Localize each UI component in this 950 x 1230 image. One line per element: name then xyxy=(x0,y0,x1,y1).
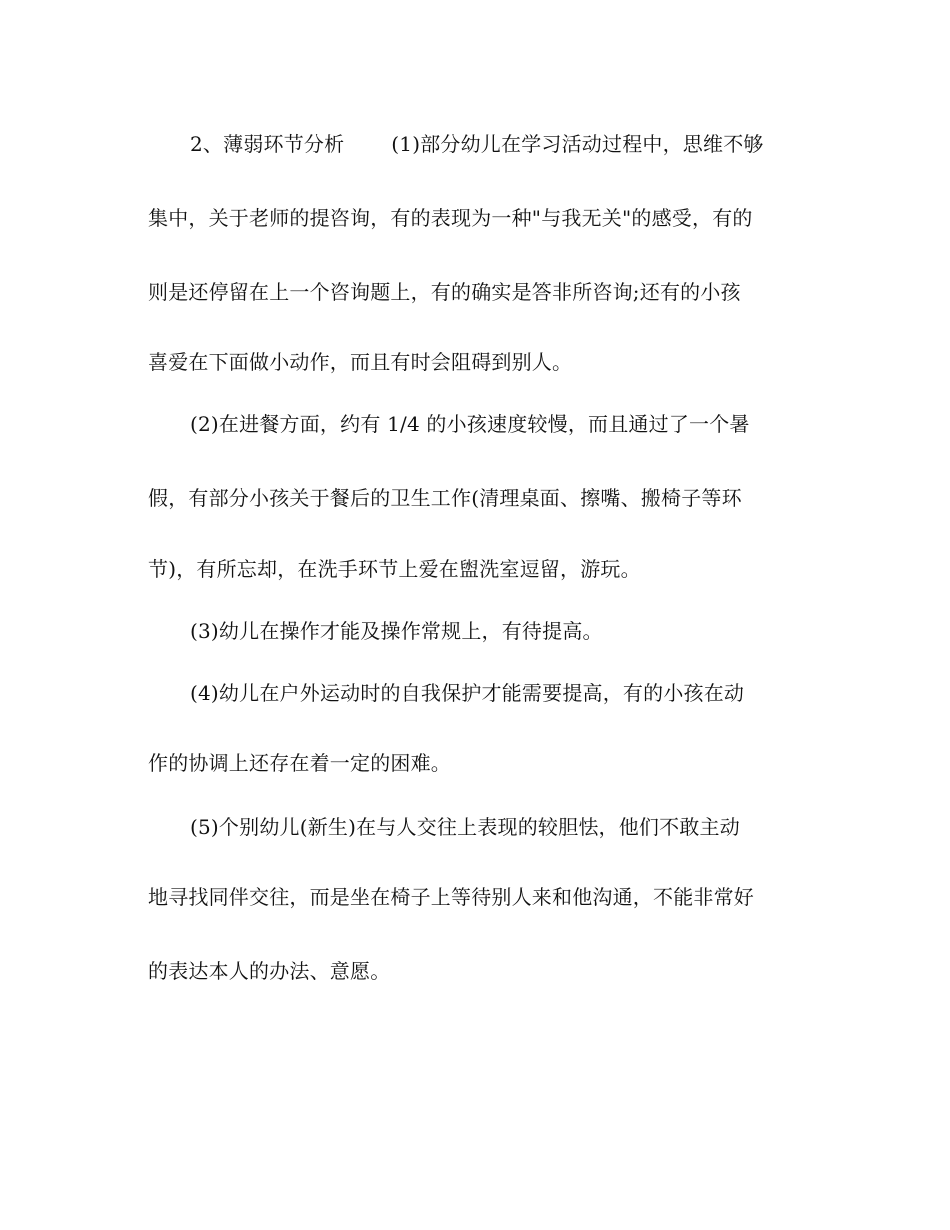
text-line: 2、薄弱环节分析 (1)部分幼儿在学习活动过程中，思维不够 xyxy=(190,132,764,156)
text-line: 节)，有所忘却，在洗手环节上爱在盥洗室逗留，游玩。 xyxy=(148,557,641,581)
text-line: 则是还停留在上一个咨询题上，有的确实是答非所咨询;还有的小孩 xyxy=(148,280,741,304)
text-line: (2)在进餐方面，约有 1/4 的小孩速度较慢，而且通过了一个暑 xyxy=(190,412,750,436)
text-line: 集中，关于老师的提咨询，有的表现为一种"与我无关"的感受，有的 xyxy=(148,206,753,230)
text-line: (3)幼儿在操作才能及操作常规上，有待提高。 xyxy=(190,619,603,643)
text-line: 的表达本人的办法、意愿。 xyxy=(148,959,391,983)
text-line: (4)幼儿在户外运动时的自我保护才能需要提高，有的小孩在动 xyxy=(190,681,745,705)
text-line: 地寻找同伴交往，而是坐在椅子上等待别人来和他沟通，不能非常好 xyxy=(148,885,754,909)
text-line: 喜爱在下面做小动作，而且有时会阻碍到别人。 xyxy=(148,350,573,374)
text-line: 作的协调上还存在着一定的困难。 xyxy=(148,751,451,775)
text-line: 假，有部分小孩关于餐后的卫生工作(清理桌面、擦嘴、搬椅子等环 xyxy=(148,486,742,510)
text-line: (5)个别幼儿(新生)在与人交往上表现的较胆怯，他们不敢主动 xyxy=(190,815,740,839)
